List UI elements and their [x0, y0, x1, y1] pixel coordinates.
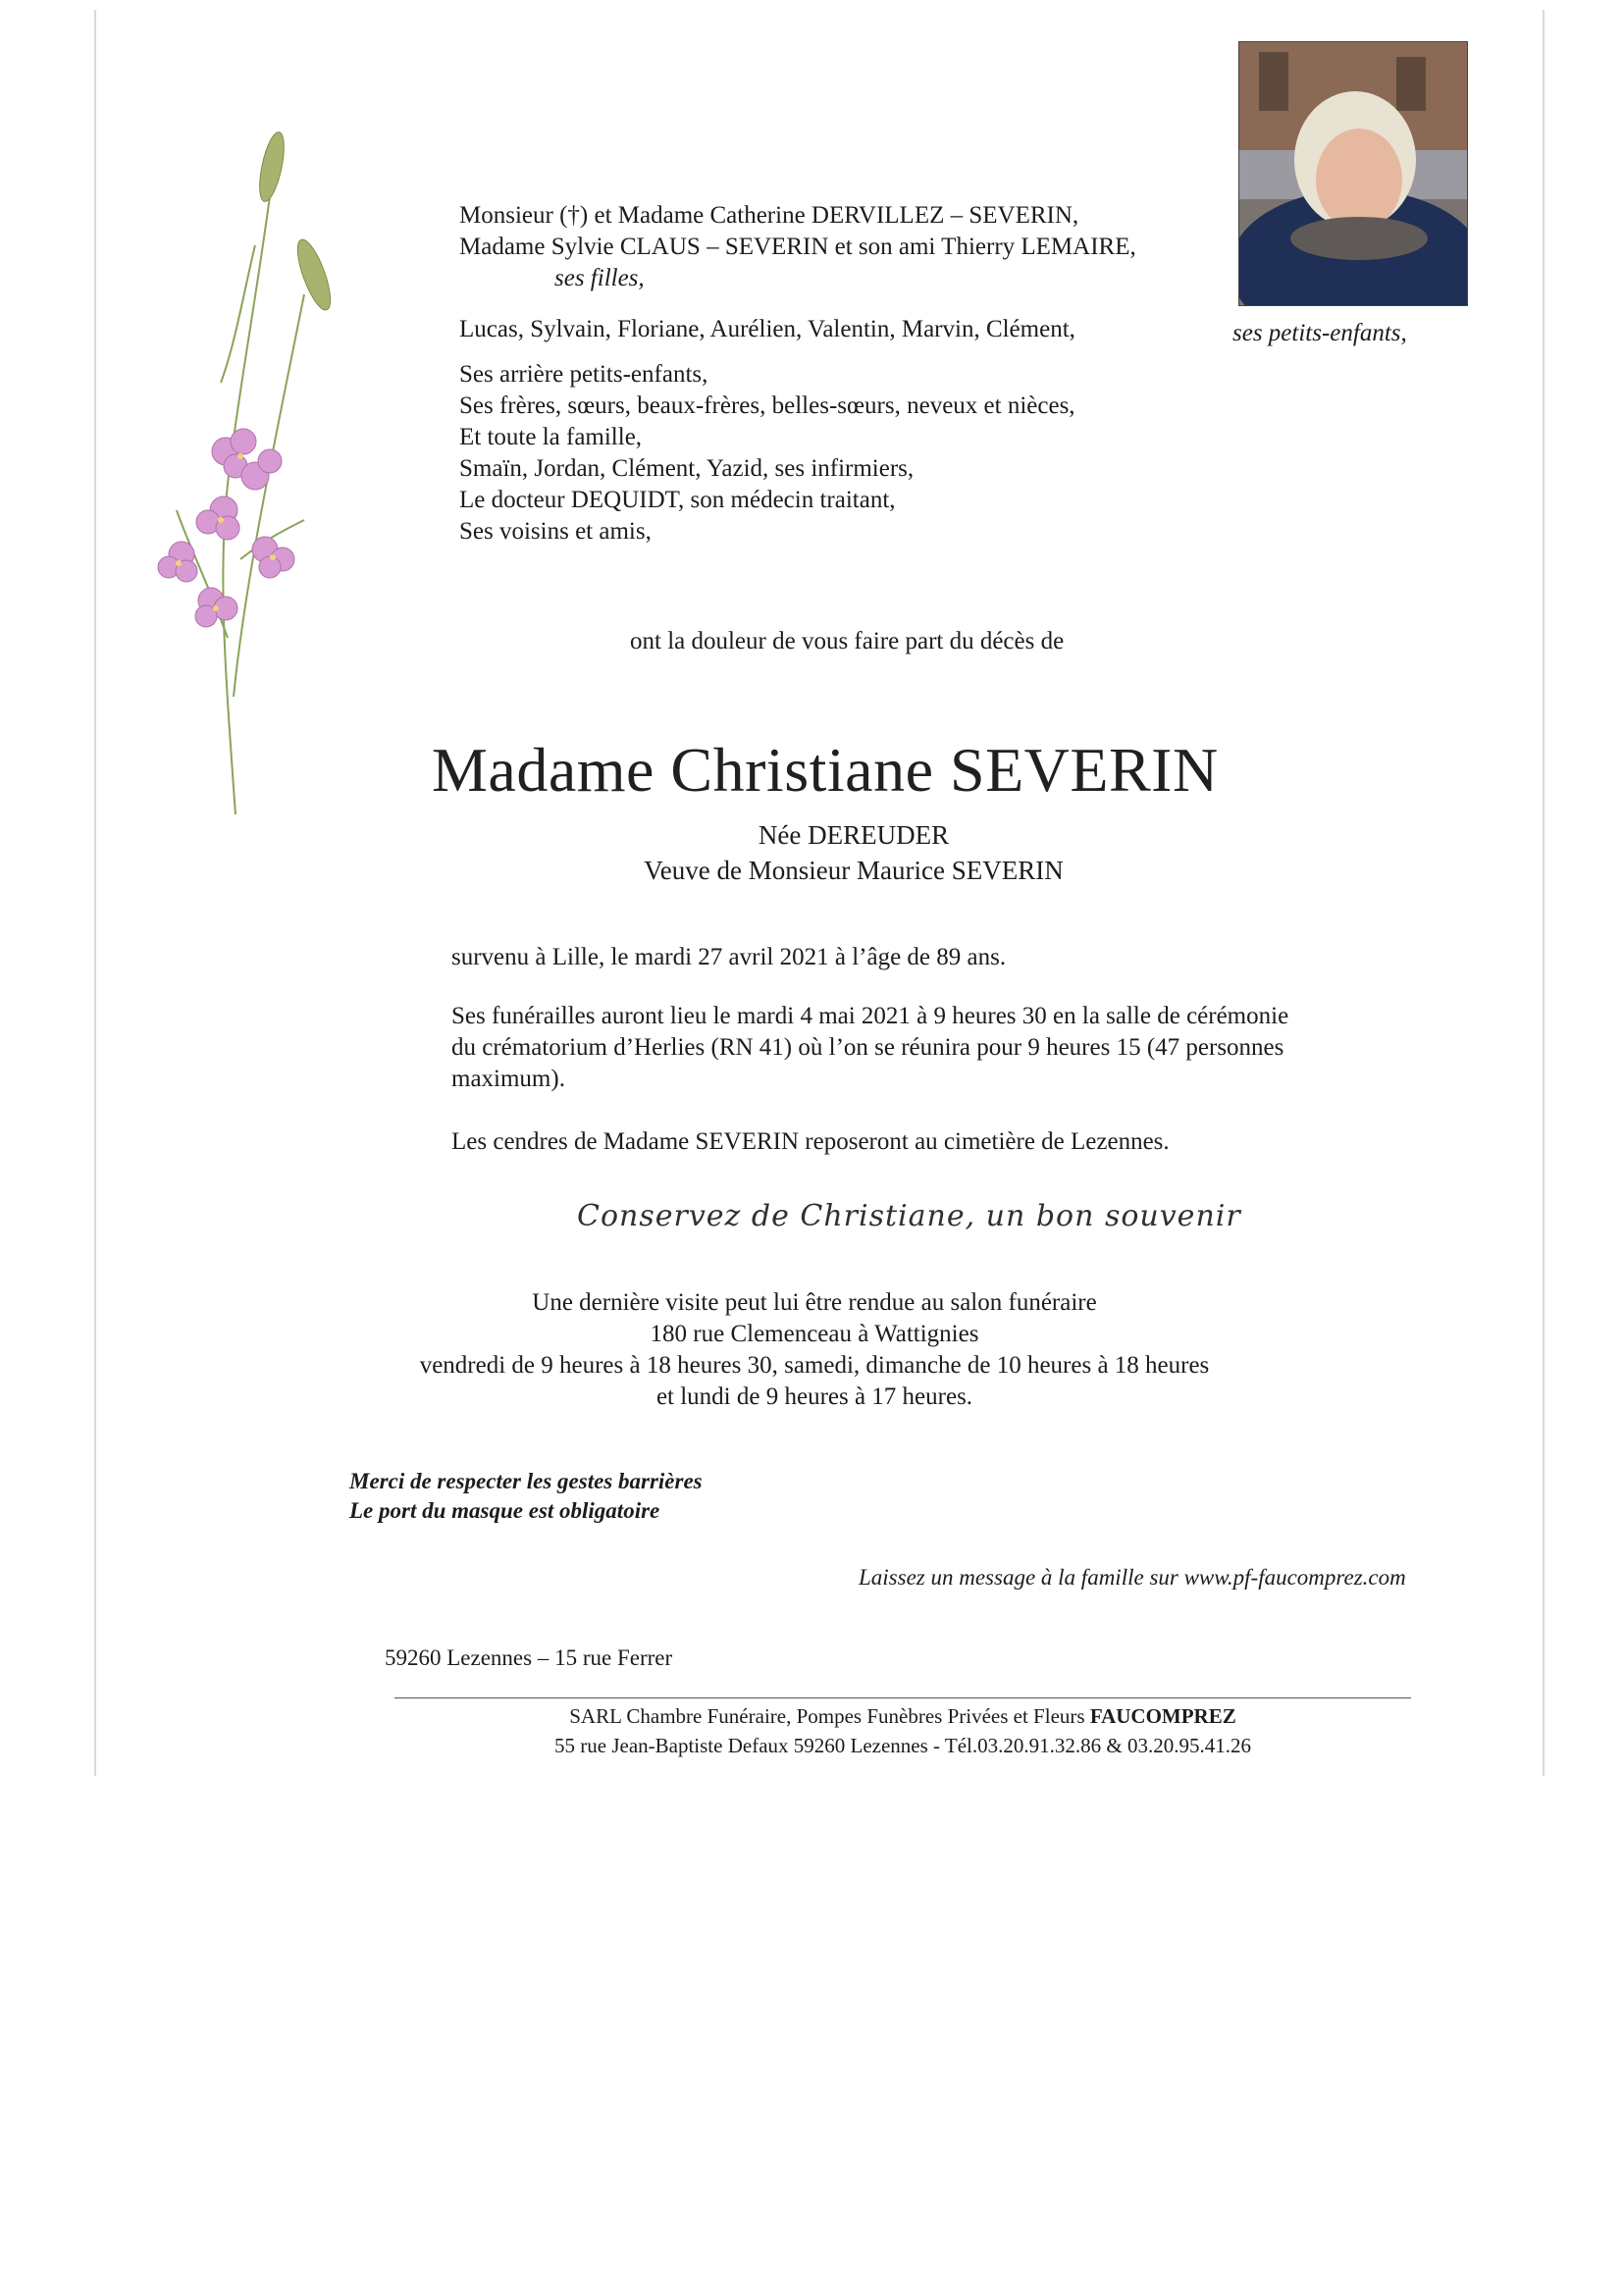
footer-brand: FAUCOMPREZ [1089, 1704, 1236, 1728]
family-line: Monsieur (†) et Madame Catherine DERVILLEZ – SEVERIN, [459, 202, 1079, 229]
family-line: Madame Sylvie CLAUS – SEVERIN et son ami Thierry LEMAIRE, [459, 234, 1136, 260]
daughters-label: ses filles, [554, 265, 645, 291]
address-line: 59260 Lezennes – 15 rue Ferrer [385, 1645, 673, 1670]
visit-line: et lundi de 9 heures à 17 heures. [655, 1383, 973, 1410]
visit-line: vendredi de 9 heures à 18 heures 30, samedi, dimanche de 10 heures à 18 heures [419, 1352, 1210, 1379]
grandchildren-names: Lucas, Sylvain, Floriane, Aurélien, Valentin, Marvin, Clément, [459, 316, 1075, 342]
condolence-message-link[interactable]: Laissez un message à la famille sur www.pf-faucomprez.com [859, 1565, 1406, 1590]
footer-company [394, 1701, 1411, 1731]
left-page-edge [94, 10, 96, 1776]
death-details: survenu à Lille, le mardi 27 avril 2021 à l’âge de 89 ans. [451, 944, 1007, 970]
funeral-line: du crématorium d’Herlies (RN 41) où l’on se réunira pour 9 heures 15 (47 personnes [451, 1034, 1284, 1061]
announcement-text: ont la douleur de vous faire part du décès de [630, 628, 1065, 654]
funeral-line: Ses funérailles auront lieu le mardi 4 mai 2021 à 9 heures 30 en la salle de cérémonie [451, 1003, 1289, 1029]
footer-contact: 55 rue Jean-Baptiste Defaux 59260 Lezennes - Tél.03.20.91.32.86 & 03.20.95.41.26 [554, 1734, 1251, 1757]
funeral-line: maximum). [451, 1066, 565, 1092]
relatives-line: Smaïn, Jordan, Clément, Yazid, ses infirmiers, [459, 455, 915, 482]
covid-notice-line: Le port du masque est obligatoire [349, 1498, 660, 1523]
visit-line: Une dernière visite peut lui être rendue au salon funéraire [532, 1289, 1097, 1316]
ashes-line: Les cendres de Madame SEVERIN reposeront au cimetière de Lezennes. [451, 1128, 1170, 1155]
relatives-line: Ses frères, sœurs, beaux-frères, belles-sœurs, neveux et nièces, [459, 392, 1075, 419]
portrait-photo [1238, 41, 1468, 306]
relatives-line: Ses arrière petits-enfants, [459, 361, 708, 388]
flower-illustration-icon [118, 88, 343, 834]
relatives-line: Le docteur DEQUIDT, son médecin traitant, [459, 487, 896, 513]
covid-notice-line: Merci de respecter les gestes barrières [349, 1469, 703, 1493]
grandchildren-label: ses petits-enfants, [1232, 320, 1407, 346]
footer-divider [394, 1697, 1411, 1698]
right-page-edge [1543, 10, 1544, 1776]
visit-line: 180 rue Clemenceau à Wattignies [650, 1321, 979, 1347]
relatives-line: Ses voisins et amis, [459, 518, 652, 545]
relatives-line: Et toute la famille, [459, 424, 643, 450]
footer-company-desc: SARL Chambre Funéraire, Pompes Funèbres Privées et Fleurs [569, 1704, 1090, 1728]
deceased-name: Madame Christiane SEVERIN [432, 735, 1219, 805]
widow-line: Veuve de Monsieur Maurice SEVERIN [644, 856, 1064, 885]
tribute-text: Conservez de Christiane, un bon souvenir [577, 1199, 1241, 1233]
maiden-name: Née DEREUDER [758, 820, 950, 850]
